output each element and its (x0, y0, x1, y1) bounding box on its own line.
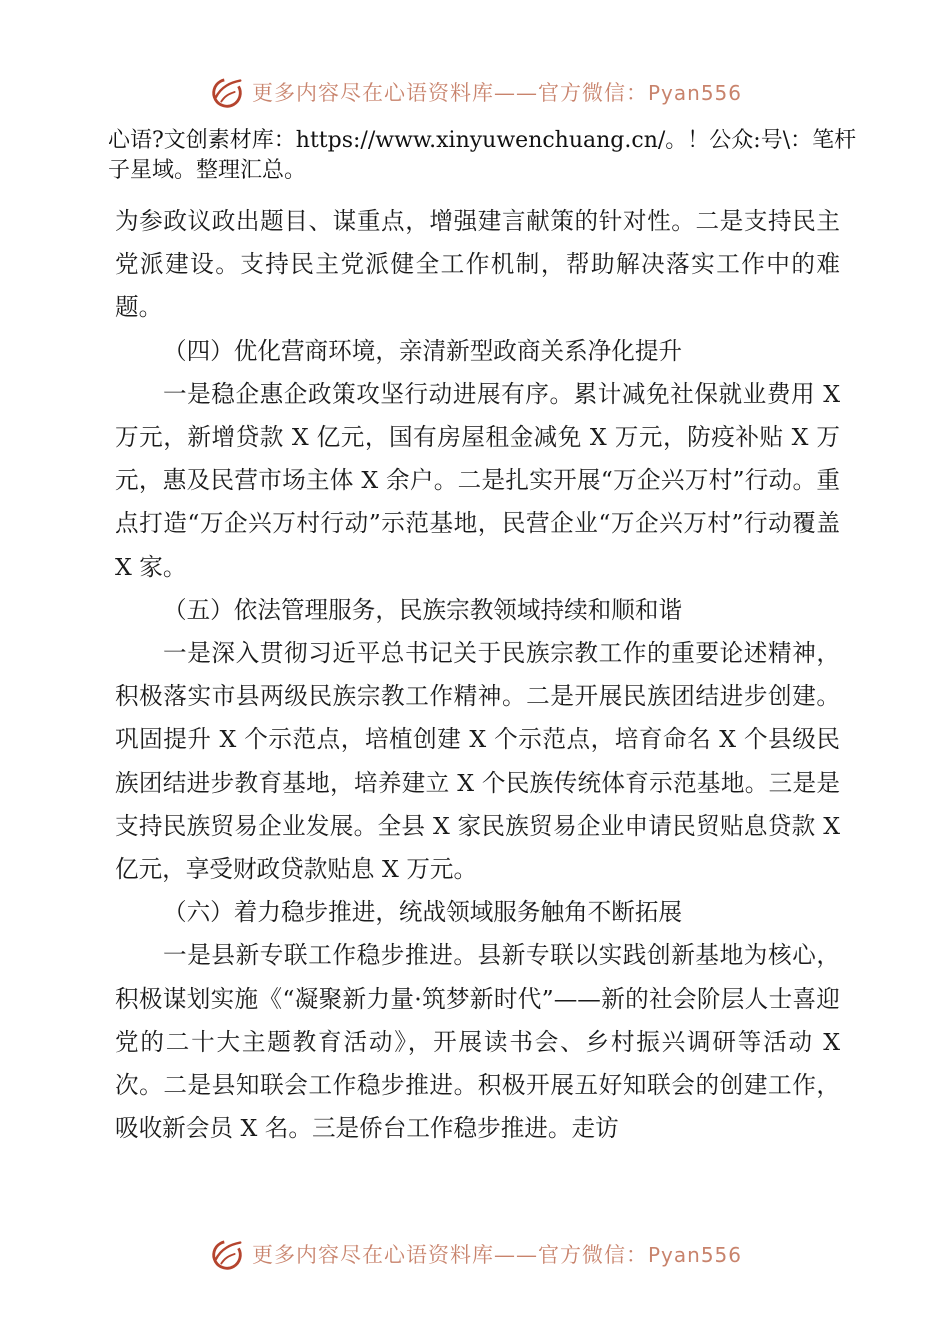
section-heading-4: （四）优化营商环境，亲清新型政商关系净化提升 (163, 336, 683, 365)
source-note: 心语?文创素材库：https://www.xinyuwenchuang.cn/。！公众:号\：笔杆子星域。整理汇总。 (108, 128, 857, 183)
watermark-banner-top (0, 70, 950, 114)
brush-logo-icon (208, 73, 246, 111)
paragraph-body: 一是深入贯彻习近平总书记关于民族宗教工作的重要论述精神，积极落实市县两级民族宗教工作精神。二是开展民族团结进步创建。巩固提升 X 个示范点，培植创建 X 个示范点，培育命名 X 个县级民族团结进步教育基地，培养建立 X 个民族传统体育示范基地。三是是支持民族贸易企业发展。全县 X 家民族贸易企业申请民贸贴息贷款 X 亿元，享受财政贷款贴息 X 万元。 (115, 639, 840, 884)
paragraph-body: 一是稳企惠企政策攻坚行动进展有序。累计减免社保就业费用 X 万元，新增贷款 X 亿元，国有房屋租金减免 X 万元，防疫补贴 X 万元，惠及民营市场主体 X 余户。二是扎实开展“万企兴万村”行动。重点打造“万企兴万村行动”示范基地，民营企业“万企兴万村”行动覆盖 X 家。 (115, 379, 840, 581)
paragraph-body: 一是县新专联工作稳步推进。县新专联以实践创新基地为核心，积极谋划实施《“凝聚新力量·筑梦新时代”——新的社会阶层人士喜迎党的二十大主题教育活动》，开展读书会、乡村振兴调研等活动 X 次。二是县知联会工作稳步推进。积极开展五好知联会的创建工作，吸收新会员 X 名。三是侨台工作稳步推进。走访 (115, 941, 840, 1143)
watermark-text: 更多内容尽在心语资料库——官方微信：Pyan556 (251, 81, 742, 105)
brush-logo-icon (208, 1235, 246, 1273)
paragraph-continuation: 为参政议政出题目、谋重点，增强建言献策的针对性。二是支持民主党派建设。支持民主党派健全工作机制，帮助解决落实工作中的难题。 (115, 207, 840, 322)
document-body (115, 200, 840, 1150)
section-heading-5: （五）依法管理服务，民族宗教领域持续和顺和谐 (163, 595, 683, 624)
watermark-banner-bottom (0, 1232, 950, 1276)
watermark-text: 更多内容尽在心语资料库——官方微信：Pyan556 (251, 1243, 742, 1267)
section-heading-6: （六）着力稳步推进，统战领域服务触角不断拓展 (163, 898, 683, 927)
